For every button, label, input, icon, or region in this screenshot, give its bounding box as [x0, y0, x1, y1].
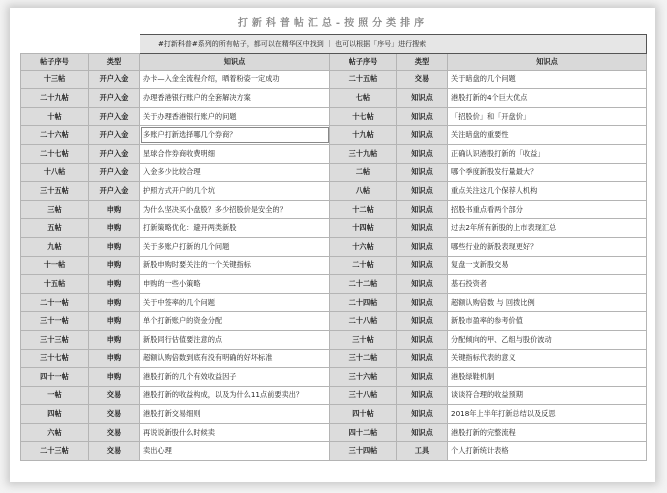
type-cell[interactable]: 知识点: [397, 256, 448, 275]
post-number-cell[interactable]: 二十帖: [330, 256, 397, 275]
topic-cell[interactable]: 新股同行估值要注意的点: [140, 330, 330, 349]
topic-cell[interactable]: 哪些行业的新股表现更好？: [448, 237, 647, 256]
topic-cell[interactable]: 分配倾向的甲、乙组与股价波动: [448, 330, 647, 349]
topic-cell[interactable]: 「招股价」和「开盘价」: [448, 107, 647, 126]
header-type-2[interactable]: 类型: [397, 53, 448, 70]
table-row: [21, 126, 647, 145]
type-cell[interactable]: 知识点: [397, 219, 448, 238]
table-row: [21, 349, 647, 368]
page-title: 打新科普帖汇总-按照分类排序: [237, 18, 429, 29]
topic-cell[interactable]: 关注暗盘的重要性: [448, 126, 647, 145]
post-number-cell[interactable]: 二十八帖: [330, 312, 397, 331]
post-number-cell[interactable]: 十四帖: [330, 219, 397, 238]
topic-cell[interactable]: 为什么坚决买小盘股？多少招股价是安全的？: [140, 200, 330, 219]
type-cell[interactable]: 开户入金: [89, 182, 140, 201]
topic-cell[interactable]: 星球合作券商收费明细: [140, 144, 330, 163]
type-cell[interactable]: 申购: [89, 293, 140, 312]
post-number-cell[interactable]: 三十二帖: [330, 349, 397, 368]
post-number-cell[interactable]: 一帖: [21, 386, 89, 405]
post-number-cell[interactable]: 三十七帖: [21, 349, 89, 368]
type-cell[interactable]: 申购: [89, 275, 140, 294]
post-number-cell[interactable]: 四十帖: [330, 405, 397, 424]
type-cell[interactable]: 申购: [89, 219, 140, 238]
topic-cell[interactable]: 港股打新的几个有效收益因子: [140, 368, 330, 387]
header-post-number-2[interactable]: 帖子序号: [330, 53, 397, 70]
table-row: [21, 293, 647, 312]
type-cell[interactable]: 申购: [89, 312, 140, 331]
post-number-cell[interactable]: 四帖: [21, 405, 89, 424]
type-cell[interactable]: 工具: [397, 442, 448, 461]
type-cell[interactable]: 知识点: [397, 126, 448, 145]
topic-cell[interactable]: 办理香港银行账户的全套解决方案: [140, 89, 330, 108]
topic-cell[interactable]: 护照方式开户的几个坑: [140, 182, 330, 201]
topic-cell[interactable]: 卖出心理: [140, 442, 330, 461]
post-number-cell[interactable]: 三十五帖: [21, 182, 89, 201]
table-row: [21, 237, 647, 256]
post-number-cell[interactable]: 十八帖: [21, 163, 89, 182]
table-row: [21, 163, 647, 182]
topic-cell[interactable]: 关于办理香港银行账户的问题: [140, 107, 330, 126]
post-number-cell[interactable]: 三十一帖: [21, 312, 89, 331]
post-number-cell[interactable]: 十五帖: [21, 275, 89, 294]
type-cell[interactable]: 开户入金: [89, 144, 140, 163]
topic-cell[interactable]: 港股打新的4个巨大优点: [448, 89, 647, 108]
type-cell[interactable]: 知识点: [397, 312, 448, 331]
topic-cell[interactable]: 关键指标代表的意义: [448, 349, 647, 368]
post-number-cell[interactable]: 十七帖: [330, 107, 397, 126]
header-row: [21, 53, 647, 70]
table-row: [21, 330, 647, 349]
type-cell[interactable]: 知识点: [397, 405, 448, 424]
header-topic-2[interactable]: 知识点: [448, 53, 647, 70]
table-row: [21, 368, 647, 387]
spreadsheet: [20, 14, 646, 461]
post-number-cell[interactable]: 六帖: [21, 423, 89, 442]
table-row: [21, 442, 647, 461]
type-cell[interactable]: 知识点: [397, 163, 448, 182]
post-number-cell[interactable]: 十六帖: [330, 237, 397, 256]
post-number-cell[interactable]: 三十八帖: [330, 386, 397, 405]
post-number-cell[interactable]: 二十六帖: [21, 126, 89, 145]
type-cell[interactable]: 交易: [89, 386, 140, 405]
topic-cell[interactable]: 谈谈符合理的收益预期: [448, 386, 647, 405]
notice-row: [21, 35, 647, 54]
notice-cell[interactable]: #打新科普#系列的所有帖子，都可以在精华区中找到 ｜ 也可以根据「序号」进行搜索: [140, 35, 647, 54]
type-cell[interactable]: 知识点: [397, 182, 448, 201]
table-row: [21, 70, 647, 89]
post-number-cell[interactable]: 十二帖: [330, 200, 397, 219]
topic-cell[interactable]: 打新策略优化：避开两类新股: [140, 219, 330, 238]
post-number-cell[interactable]: 八帖: [330, 182, 397, 201]
topic-cell[interactable]: 港股绿鞋机制: [448, 368, 647, 387]
type-cell[interactable]: 开户入金: [89, 126, 140, 145]
topic-cell[interactable]: 港股打新的完整流程: [448, 423, 647, 442]
post-number-cell[interactable]: 二十四帖: [330, 293, 397, 312]
post-number-cell[interactable]: 十三帖: [21, 70, 89, 89]
topic-cell[interactable]: 2018年上半年打新总结以及反思: [448, 405, 647, 424]
topic-cell[interactable]: 办卡—入金全流程介绍，晒着粉姿一定成功: [140, 70, 330, 89]
table-row: [21, 405, 647, 424]
type-cell[interactable]: 知识点: [397, 368, 448, 387]
topic-cell[interactable]: 港股打新交易细则: [140, 405, 330, 424]
post-number-cell[interactable]: 四十一帖: [21, 368, 89, 387]
topic-cell[interactable]: 再说说新股什么时候卖: [140, 423, 330, 442]
type-cell[interactable]: 知识点: [397, 237, 448, 256]
type-cell[interactable]: 知识点: [397, 89, 448, 108]
topic-cell[interactable]: 招股书重点看两个部分: [448, 200, 647, 219]
type-cell[interactable]: 申购: [89, 200, 140, 219]
type-cell[interactable]: 申购: [89, 330, 140, 349]
table-row: [21, 200, 647, 219]
type-cell[interactable]: 申购: [89, 349, 140, 368]
topic-cell[interactable]: 关于暗盘的几个问题: [448, 70, 647, 89]
topic-cell[interactable]: 过去2年所有新股的上市表现汇总: [448, 219, 647, 238]
header-topic[interactable]: 知识点: [140, 53, 330, 70]
sheet-frame: [10, 8, 655, 482]
table-row: [21, 219, 647, 238]
post-number-cell[interactable]: 三帖: [21, 200, 89, 219]
type-cell[interactable]: 知识点: [397, 107, 448, 126]
post-number-cell[interactable]: 三十六帖: [330, 368, 397, 387]
posts-table: [20, 34, 647, 461]
table-row: [21, 182, 647, 201]
table-row: [21, 107, 647, 126]
topic-cell[interactable]: 超额认购倍数 与 回拨比例: [448, 293, 647, 312]
type-cell[interactable]: 开户入金: [89, 70, 140, 89]
table-row: [21, 144, 647, 163]
topic-cell[interactable]: 多账户打新选择哪几个券商？: [140, 126, 330, 145]
table-row: [21, 423, 647, 442]
post-number-cell[interactable]: 十帖: [21, 107, 89, 126]
post-number-cell[interactable]: 三十三帖: [21, 330, 89, 349]
topic-cell[interactable]: 超额认购倍数到底有没有明确的好坏标准: [140, 349, 330, 368]
post-number-cell[interactable]: 二十七帖: [21, 144, 89, 163]
topic-cell[interactable]: 新股申购时要关注的一个关键指标: [140, 256, 330, 275]
type-cell[interactable]: 开户入金: [89, 107, 140, 126]
type-cell[interactable]: 知识点: [397, 200, 448, 219]
table-row: [21, 386, 647, 405]
table-row: [21, 312, 647, 331]
type-cell[interactable]: 知识点: [397, 349, 448, 368]
post-number-cell[interactable]: 七帖: [330, 89, 397, 108]
post-number-cell[interactable]: 五帖: [21, 219, 89, 238]
post-number-cell[interactable]: 二十三帖: [21, 442, 89, 461]
topic-cell[interactable]: 重点关注这几个保荐人机构: [448, 182, 647, 201]
type-cell[interactable]: 知识点: [397, 386, 448, 405]
type-cell[interactable]: 申购: [89, 237, 140, 256]
type-cell[interactable]: 知识点: [397, 423, 448, 442]
type-cell[interactable]: 交易: [89, 442, 140, 461]
post-number-cell[interactable]: 三十九帖: [330, 144, 397, 163]
type-cell[interactable]: 知识点: [397, 275, 448, 294]
type-cell[interactable]: 交易: [397, 70, 448, 89]
type-cell[interactable]: 申购: [89, 368, 140, 387]
topic-cell[interactable]: 关于多账户打新的几个问题: [140, 237, 330, 256]
type-cell[interactable]: 开户入金: [89, 89, 140, 108]
post-number-cell[interactable]: 九帖: [21, 237, 89, 256]
post-number-cell[interactable]: 二十九帖: [21, 89, 89, 108]
type-cell[interactable]: 知识点: [397, 330, 448, 349]
post-number-cell[interactable]: 二十五帖: [330, 70, 397, 89]
topic-cell[interactable]: 正确认识港股打新的「收益」: [448, 144, 647, 163]
topic-cell[interactable]: 入金多少比较合理: [140, 163, 330, 182]
notice-spacer: [21, 35, 140, 54]
topic-cell[interactable]: 个人打新统计表格: [448, 442, 647, 461]
topic-cell[interactable]: 申购的一些小策略: [140, 275, 330, 294]
table-row: [21, 275, 647, 294]
type-cell[interactable]: 交易: [89, 405, 140, 424]
post-number-cell[interactable]: 二十一帖: [21, 293, 89, 312]
post-number-cell[interactable]: 二十二帖: [330, 275, 397, 294]
table-row: [21, 256, 647, 275]
topic-cell[interactable]: 关于中签率的几个问题: [140, 293, 330, 312]
header-type[interactable]: 类型: [89, 53, 140, 70]
post-number-cell[interactable]: 三十四帖: [330, 442, 397, 461]
post-number-cell[interactable]: 二帖: [330, 163, 397, 182]
topic-cell[interactable]: 哪个季度新股发行量最大？: [448, 163, 647, 182]
post-number-cell[interactable]: 十九帖: [330, 126, 397, 145]
topic-cell[interactable]: 新股市盈率的参考价值: [448, 312, 647, 331]
header-post-number[interactable]: 帖子序号: [21, 53, 89, 70]
type-cell[interactable]: 申购: [89, 256, 140, 275]
type-cell[interactable]: 知识点: [397, 144, 448, 163]
topic-cell[interactable]: 港股打新的收益构成，以及为什么11点前要卖出？: [140, 386, 330, 405]
post-number-cell[interactable]: 三十帖: [330, 330, 397, 349]
post-number-cell[interactable]: 十一帖: [21, 256, 89, 275]
topic-cell[interactable]: 基石投资者: [448, 275, 647, 294]
type-cell[interactable]: 开户入金: [89, 163, 140, 182]
table-row: [21, 89, 647, 108]
type-cell[interactable]: 知识点: [397, 293, 448, 312]
post-number-cell[interactable]: 四十二帖: [330, 423, 397, 442]
topic-cell[interactable]: 复盘一支新股交易: [448, 256, 647, 275]
topic-cell[interactable]: 单个打新账户的资金分配: [140, 312, 330, 331]
type-cell[interactable]: 交易: [89, 423, 140, 442]
